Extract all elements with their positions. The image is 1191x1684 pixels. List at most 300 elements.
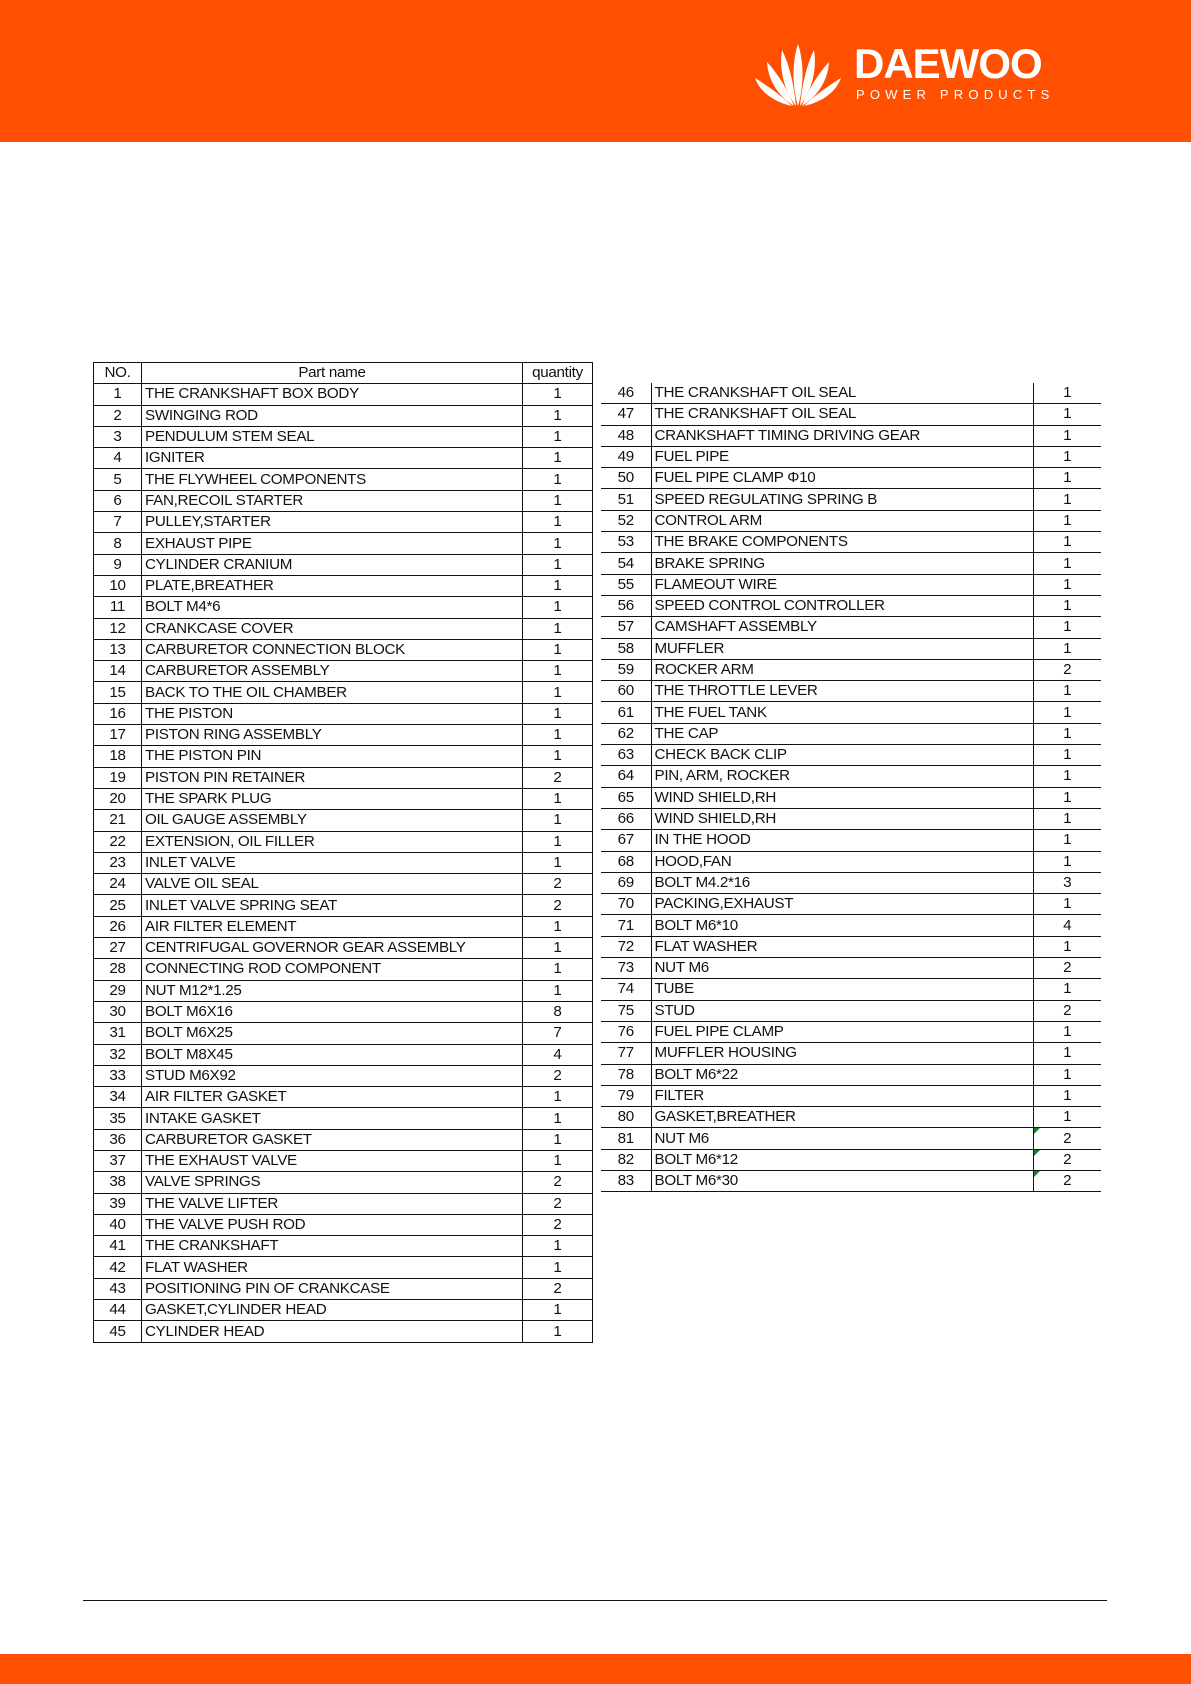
- part-name: WIND SHIELD,RH: [651, 808, 1033, 829]
- part-name: AIR FILTER ELEMENT: [142, 916, 523, 937]
- table-header-row: [94, 363, 593, 384]
- part-quantity: 1: [523, 661, 593, 682]
- part-number: 28: [94, 959, 142, 980]
- part-quantity: 2: [1033, 659, 1101, 680]
- table-row: [601, 425, 1101, 446]
- table-row: [94, 618, 593, 639]
- part-quantity: 4: [523, 1044, 593, 1065]
- part-name: NUT M6: [651, 958, 1033, 979]
- part-number: 34: [94, 1087, 142, 1108]
- table-row: [94, 1065, 593, 1086]
- part-name: BOLT M6*22: [651, 1064, 1033, 1085]
- table-row: [601, 1128, 1101, 1149]
- part-quantity: 2: [523, 874, 593, 895]
- parts-table-right: [601, 383, 1101, 1192]
- part-quantity: 1: [523, 980, 593, 1001]
- table-row: [94, 448, 593, 469]
- part-name: STUD M6X92: [142, 1065, 523, 1086]
- part-name: PIN, ARM, ROCKER: [651, 766, 1033, 787]
- table-row: [601, 553, 1101, 574]
- part-name: THE FLYWHEEL COMPONENTS: [142, 469, 523, 490]
- table-row: [601, 1149, 1101, 1170]
- part-number: 53: [601, 532, 651, 553]
- part-number: 41: [94, 1236, 142, 1257]
- table-row: [94, 725, 593, 746]
- table-row: [94, 1108, 593, 1129]
- part-name: THE PISTON: [142, 703, 523, 724]
- table-row: [601, 1021, 1101, 1042]
- part-quantity: 1: [1033, 894, 1101, 915]
- table-row: [94, 384, 593, 405]
- part-number: 13: [94, 639, 142, 660]
- part-number: 81: [601, 1128, 651, 1149]
- table-row: [94, 1193, 593, 1214]
- part-quantity: 2: [523, 1065, 593, 1086]
- part-name: PULLEY,STARTER: [142, 512, 523, 533]
- part-name: CRANKCASE COVER: [142, 618, 523, 639]
- part-number: 9: [94, 554, 142, 575]
- part-number: 22: [94, 831, 142, 852]
- part-quantity: 1: [523, 1150, 593, 1171]
- part-number: 52: [601, 510, 651, 531]
- part-quantity: 1: [523, 490, 593, 511]
- part-number: 4: [94, 448, 142, 469]
- table-row: [94, 575, 593, 596]
- part-number: 20: [94, 788, 142, 809]
- part-number: 73: [601, 958, 651, 979]
- part-quantity: 3: [1033, 872, 1101, 893]
- part-name: FUEL PIPE: [651, 446, 1033, 467]
- part-name: BRAKE SPRING: [651, 553, 1033, 574]
- table-row: [94, 1001, 593, 1022]
- part-quantity: 8: [523, 1001, 593, 1022]
- part-name: WIND SHIELD,RH: [651, 787, 1033, 808]
- table-row: [601, 681, 1101, 702]
- part-name: TUBE: [651, 979, 1033, 1000]
- table-row: [94, 1321, 593, 1342]
- part-name: INLET VALVE: [142, 852, 523, 873]
- table-row: [94, 980, 593, 1001]
- table-row: [601, 489, 1101, 510]
- table-row: [94, 916, 593, 937]
- part-number: 6: [94, 490, 142, 511]
- part-number: 82: [601, 1149, 651, 1170]
- table-row: [601, 1107, 1101, 1128]
- part-number: 79: [601, 1085, 651, 1106]
- part-quantity: 1: [1033, 425, 1101, 446]
- part-number: 39: [94, 1193, 142, 1214]
- part-name: VALVE SPRINGS: [142, 1172, 523, 1193]
- part-quantity: 1: [523, 1257, 593, 1278]
- part-name: FLAT WASHER: [651, 936, 1033, 957]
- part-number: 50: [601, 468, 651, 489]
- table-row: [94, 1023, 593, 1044]
- part-quantity: 1: [1033, 766, 1101, 787]
- part-number: 26: [94, 916, 142, 937]
- part-number: 7: [94, 512, 142, 533]
- part-name: BOLT M8X45: [142, 1044, 523, 1065]
- part-quantity: 1: [1033, 1064, 1101, 1085]
- table-row: [94, 554, 593, 575]
- part-number: 59: [601, 659, 651, 680]
- part-quantity: 1: [1033, 574, 1101, 595]
- table-row: [601, 702, 1101, 723]
- part-number: 17: [94, 725, 142, 746]
- part-name: EXHAUST PIPE: [142, 533, 523, 554]
- part-name: HOOD,FAN: [651, 851, 1033, 872]
- part-quantity: 1: [523, 597, 593, 618]
- part-quantity: 1: [523, 1108, 593, 1129]
- part-number: 61: [601, 702, 651, 723]
- part-name: GASKET,CYLINDER HEAD: [142, 1300, 523, 1321]
- part-quantity: 7: [523, 1023, 593, 1044]
- table-row: [94, 1236, 593, 1257]
- part-name: AIR FILTER GASKET: [142, 1087, 523, 1108]
- part-number: 80: [601, 1107, 651, 1128]
- table-row: [94, 959, 593, 980]
- part-name: PISTON PIN RETAINER: [142, 767, 523, 788]
- part-number: 23: [94, 852, 142, 873]
- part-quantity: 1: [523, 703, 593, 724]
- part-name: INTAKE GASKET: [142, 1108, 523, 1129]
- table-row: [94, 1214, 593, 1235]
- table-row: [94, 1172, 593, 1193]
- part-name: IN THE HOOD: [651, 830, 1033, 851]
- part-quantity: 1: [1033, 446, 1101, 467]
- part-name: FAN,RECOIL STARTER: [142, 490, 523, 511]
- part-quantity: 1: [1033, 808, 1101, 829]
- table-row: [94, 682, 593, 703]
- part-name: THE CRANKSHAFT: [142, 1236, 523, 1257]
- part-quantity: 1: [1033, 851, 1101, 872]
- part-quantity: 2: [1033, 958, 1101, 979]
- part-number: 30: [94, 1001, 142, 1022]
- part-name: BOLT M6*10: [651, 915, 1033, 936]
- part-quantity: 1: [1033, 510, 1101, 531]
- table-row: [94, 661, 593, 682]
- part-number: 14: [94, 661, 142, 682]
- part-name: CONTROL ARM: [651, 510, 1033, 531]
- table-row: [601, 1085, 1101, 1106]
- part-name: MUFFLER: [651, 638, 1033, 659]
- part-name: OIL GAUGE ASSEMBLY: [142, 810, 523, 831]
- part-quantity: 1: [1033, 638, 1101, 659]
- part-name: NUT M12*1.25: [142, 980, 523, 1001]
- part-quantity: 1: [1033, 1107, 1101, 1128]
- table-row: [601, 1000, 1101, 1021]
- part-name: VALVE OIL SEAL: [142, 874, 523, 895]
- part-quantity: 1: [1033, 936, 1101, 957]
- part-number: 71: [601, 915, 651, 936]
- footer-bar: [0, 1654, 1191, 1684]
- header-quantity: quantity: [523, 363, 593, 384]
- part-number: 8: [94, 533, 142, 554]
- table-row: [94, 1278, 593, 1299]
- part-quantity: 1: [523, 1321, 593, 1342]
- part-name: BOLT M4*6: [142, 597, 523, 618]
- part-name: THE FUEL TANK: [651, 702, 1033, 723]
- part-name: BOLT M6*30: [651, 1170, 1033, 1191]
- part-number: 49: [601, 446, 651, 467]
- part-number: 69: [601, 872, 651, 893]
- part-number: 55: [601, 574, 651, 595]
- table-row: [601, 1043, 1101, 1064]
- part-name: FILTER: [651, 1085, 1033, 1106]
- part-name: THE BRAKE COMPONENTS: [651, 532, 1033, 553]
- table-row: [601, 915, 1101, 936]
- part-name: CAMSHAFT ASSEMBLY: [651, 617, 1033, 638]
- part-quantity: 1: [1033, 532, 1101, 553]
- part-quantity: 1: [523, 554, 593, 575]
- part-name: CRANKSHAFT TIMING DRIVING GEAR: [651, 425, 1033, 446]
- part-number: 15: [94, 682, 142, 703]
- part-number: 64: [601, 766, 651, 787]
- table-row: [94, 788, 593, 809]
- part-quantity: 1: [523, 938, 593, 959]
- part-quantity: 1: [523, 512, 593, 533]
- table-row: [94, 746, 593, 767]
- part-name: PISTON RING ASSEMBLY: [142, 725, 523, 746]
- part-number: 72: [601, 936, 651, 957]
- part-name: PACKING,EXHAUST: [651, 894, 1033, 915]
- part-quantity: 4: [1033, 915, 1101, 936]
- part-number: 45: [94, 1321, 142, 1342]
- part-quantity: 1: [1033, 617, 1101, 638]
- part-name: ROCKER ARM: [651, 659, 1033, 680]
- part-name: THE CRANKSHAFT OIL SEAL: [651, 404, 1033, 425]
- part-name: THE THROTTLE LEVER: [651, 681, 1033, 702]
- table-row: [601, 638, 1101, 659]
- part-number: 3: [94, 426, 142, 447]
- part-name: BOLT M6X25: [142, 1023, 523, 1044]
- part-number: 16: [94, 703, 142, 724]
- part-name: THE PISTON PIN: [142, 746, 523, 767]
- part-quantity: 1: [1033, 595, 1101, 616]
- part-number: 83: [601, 1170, 651, 1191]
- part-quantity: 1: [523, 1300, 593, 1321]
- part-quantity: 1: [1033, 787, 1101, 808]
- part-quantity: 1: [523, 831, 593, 852]
- table-row: [601, 383, 1101, 404]
- table-row: [601, 745, 1101, 766]
- table-row: [94, 938, 593, 959]
- table-row: [94, 1087, 593, 1108]
- table-row: [94, 426, 593, 447]
- part-quantity: 1: [523, 533, 593, 554]
- part-quantity: 2: [1033, 1149, 1101, 1170]
- part-quantity: 1: [523, 746, 593, 767]
- table-row: [601, 1064, 1101, 1085]
- part-name: BOLT M6*12: [651, 1149, 1033, 1170]
- part-quantity: 1: [1033, 489, 1101, 510]
- part-name: THE VALVE PUSH ROD: [142, 1214, 523, 1235]
- part-quantity: 1: [523, 575, 593, 596]
- table-row: [601, 851, 1101, 872]
- brand-tagline: POWER PRODUCTS: [856, 87, 1055, 102]
- header-no: NO.: [94, 363, 142, 384]
- part-number: 63: [601, 745, 651, 766]
- table-row: [601, 894, 1101, 915]
- table-row: [601, 468, 1101, 489]
- part-number: 19: [94, 767, 142, 788]
- part-quantity: 1: [523, 725, 593, 746]
- table-row: [601, 723, 1101, 744]
- part-name: THE EXHAUST VALVE: [142, 1150, 523, 1171]
- table-row: [601, 936, 1101, 957]
- table-row: [601, 574, 1101, 595]
- part-number: 40: [94, 1214, 142, 1235]
- part-name: PLATE,BREATHER: [142, 575, 523, 596]
- part-name: FLAMEOUT WIRE: [651, 574, 1033, 595]
- table-row: [94, 895, 593, 916]
- daewoo-fan-icon: [752, 42, 844, 108]
- part-quantity: 2: [523, 767, 593, 788]
- part-quantity: 2: [523, 1172, 593, 1193]
- part-name: CYLINDER CRANIUM: [142, 554, 523, 575]
- part-number: 54: [601, 553, 651, 574]
- part-quantity: 1: [1033, 1043, 1101, 1064]
- part-number: 51: [601, 489, 651, 510]
- part-name: THE CRANKSHAFT BOX BODY: [142, 384, 523, 405]
- part-number: 43: [94, 1278, 142, 1299]
- part-quantity: 2: [1033, 1000, 1101, 1021]
- part-quantity: 1: [1033, 1085, 1101, 1106]
- table-row: [601, 1170, 1101, 1191]
- part-quantity: 1: [523, 1236, 593, 1257]
- table-row: [94, 767, 593, 788]
- table-row: [94, 490, 593, 511]
- part-name: SWINGING ROD: [142, 405, 523, 426]
- table-row: [94, 597, 593, 618]
- part-number: 35: [94, 1108, 142, 1129]
- part-quantity: 2: [523, 1214, 593, 1235]
- part-quantity: 1: [523, 810, 593, 831]
- part-number: 62: [601, 723, 651, 744]
- part-quantity: 1: [523, 426, 593, 447]
- part-quantity: 1: [1033, 681, 1101, 702]
- part-number: 18: [94, 746, 142, 767]
- part-number: 32: [94, 1044, 142, 1065]
- part-quantity: 1: [523, 682, 593, 703]
- part-quantity: 1: [1033, 979, 1101, 1000]
- part-quantity: 1: [523, 959, 593, 980]
- part-quantity: 1: [523, 852, 593, 873]
- part-name: GASKET,BREATHER: [651, 1107, 1033, 1128]
- part-number: 65: [601, 787, 651, 808]
- table-row: [94, 1044, 593, 1065]
- part-number: 1: [94, 384, 142, 405]
- part-number: 57: [601, 617, 651, 638]
- table-row: [601, 787, 1101, 808]
- table-row: [601, 872, 1101, 893]
- part-name: BACK TO THE OIL CHAMBER: [142, 682, 523, 703]
- parts-table-left: [93, 362, 593, 1343]
- part-quantity: 1: [1033, 1021, 1101, 1042]
- part-number: 29: [94, 980, 142, 1001]
- part-quantity: 1: [1033, 404, 1101, 425]
- part-name: CHECK BACK CLIP: [651, 745, 1033, 766]
- part-quantity: 1: [523, 384, 593, 405]
- part-number: 58: [601, 638, 651, 659]
- part-quantity: 2: [523, 1193, 593, 1214]
- table-row: [94, 533, 593, 554]
- table-row: [601, 532, 1101, 553]
- part-name: BOLT M4.2*16: [651, 872, 1033, 893]
- part-name: FLAT WASHER: [142, 1257, 523, 1278]
- table-row: [94, 639, 593, 660]
- part-number: 68: [601, 851, 651, 872]
- part-quantity: 1: [1033, 723, 1101, 744]
- table-row: [94, 703, 593, 724]
- part-number: 33: [94, 1065, 142, 1086]
- part-number: 46: [601, 383, 651, 404]
- part-name: POSITIONING PIN OF CRANKCASE: [142, 1278, 523, 1299]
- part-name: FUEL PIPE CLAMP: [651, 1021, 1033, 1042]
- part-name: CYLINDER HEAD: [142, 1321, 523, 1342]
- header-banner: [0, 0, 1191, 142]
- part-number: 78: [601, 1064, 651, 1085]
- part-name: SPEED CONTROL CONTROLLER: [651, 595, 1033, 616]
- table-row: [94, 810, 593, 831]
- part-quantity: 2: [1033, 1128, 1101, 1149]
- part-quantity: 2: [523, 895, 593, 916]
- table-row: [94, 852, 593, 873]
- part-quantity: 1: [1033, 702, 1101, 723]
- part-quantity: 1: [523, 788, 593, 809]
- table-row: [601, 830, 1101, 851]
- part-number: 66: [601, 808, 651, 829]
- table-row: [94, 1257, 593, 1278]
- part-number: 2: [94, 405, 142, 426]
- table-row: [601, 659, 1101, 680]
- part-name: THE CRANKSHAFT OIL SEAL: [651, 383, 1033, 404]
- part-number: 11: [94, 597, 142, 618]
- table-row: [601, 617, 1101, 638]
- part-name: EXTENSION, OIL FILLER: [142, 831, 523, 852]
- part-number: 44: [94, 1300, 142, 1321]
- part-name: THE VALVE LIFTER: [142, 1193, 523, 1214]
- part-name: BOLT M6X16: [142, 1001, 523, 1022]
- table-row: [601, 510, 1101, 531]
- part-quantity: 1: [523, 916, 593, 937]
- part-quantity: 1: [523, 469, 593, 490]
- part-number: 31: [94, 1023, 142, 1044]
- part-quantity: 1: [523, 1087, 593, 1108]
- part-number: 27: [94, 938, 142, 959]
- table-row: [94, 405, 593, 426]
- part-number: 47: [601, 404, 651, 425]
- part-quantity: 1: [1033, 745, 1101, 766]
- part-name: IGNITER: [142, 448, 523, 469]
- part-quantity: 1: [523, 639, 593, 660]
- part-quantity: 1: [523, 1129, 593, 1150]
- table-row: [94, 512, 593, 533]
- table-row: [601, 446, 1101, 467]
- part-number: 36: [94, 1129, 142, 1150]
- table-row: [94, 1129, 593, 1150]
- part-name: STUD: [651, 1000, 1033, 1021]
- part-quantity: 1: [523, 618, 593, 639]
- brand-name: DAEWOO: [854, 40, 1042, 87]
- table-row: [94, 831, 593, 852]
- part-number: 75: [601, 1000, 651, 1021]
- part-number: 12: [94, 618, 142, 639]
- table-row: [94, 469, 593, 490]
- part-number: 38: [94, 1172, 142, 1193]
- table-row: [94, 1150, 593, 1171]
- part-number: 21: [94, 810, 142, 831]
- part-name: INLET VALVE SPRING SEAT: [142, 895, 523, 916]
